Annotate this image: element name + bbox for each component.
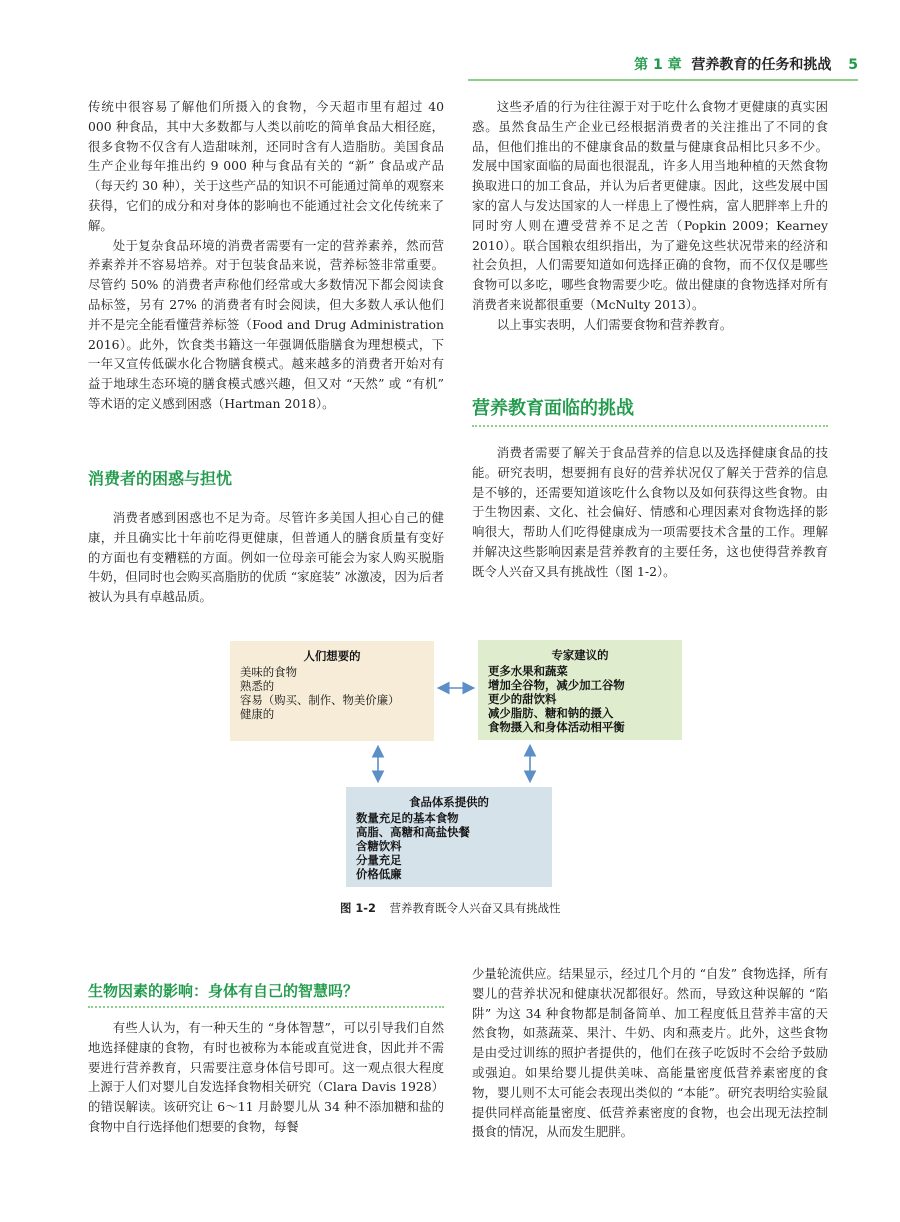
box-item: 数量充足的基本食物 <box>356 811 459 825</box>
box-item: 更多水果和蔬菜 <box>488 664 568 678</box>
box-item: 熟悉的 <box>240 679 275 693</box>
heading-dotted-rule <box>88 1006 444 1008</box>
paragraph-challenges: 消费者需要了解关于食品营养的信息以及选择健康食品的技能。研究表明，想要拥有良好的营养状况仅了解关于营养的信息是不够的，还需要知道该吃什么食物以及如何获得这些食物。由于生物因素、文化、社会偏好、情感和心理因素对食物选择的影响很大，帮助人们吃得健康成为一项需要技术含量的工作。理解并解决这些影响因素是营养教育的主要任务，这也使得营养教育既令人兴奋又具有挑战性（图 1-2）。 <box>472 445 828 579</box>
box-item: 高脂、高糖和高盐快餐 <box>356 825 470 839</box>
paragraph-body-wisdom: 有些人认为，有一种天生的 “身体智慧”，可以引导我们自然地选择健康的食物，有时也被称为本能或直觉进食，因此并不需要进行营养教育，只需要注意身体信号即可。这一观点很大程度上源于人们对婴儿自发选择食物相关研究（Clara Davis 1928）的错误解读。该研究让 6～11 月龄婴儿从 34 种不添加糖和盐的食物中自行选择他们想要的食物，每餐 <box>88 1020 445 1134</box>
right-column-bottom <box>472 964 828 1142</box>
box-item: 分量充足 <box>356 853 402 867</box>
box-item: 食物摄入和身体活动相平衡 <box>488 720 625 734</box>
left-column-bottom <box>88 1018 444 1137</box>
heading-biological-factors: 生物因素的影响：身体有自己的智慧吗？ <box>88 982 359 1000</box>
paragraph-food-diversity: 传统中很容易了解他们所摄入的食物，今天超市里有超过 40 000 种食品，其中大多数都与人类以前吃的简单食品大相径庭，很多食物不仅含有人造甜味剂，还同时含有人造脂肪。美国食品生产企业每年推出约 9 000 种与食品有关的 “新” 食品或产品（每天约 30 种），关于这些产品的知识不可能通过简单的观察来获得，它们的成分和对身体的影响也不能通过社会文化传统来了解。 <box>88 99 444 233</box>
paragraph-conclusion: 以上事实表明，人们需要食物和营养教育。 <box>496 316 733 332</box>
chapter-number: 第 1 章 <box>634 57 682 73</box>
box-title: 食品体系提供的 <box>409 795 489 809</box>
box-item: 美味的食物 <box>240 665 297 679</box>
box-item: 减少脂肪、糖和钠的摄入 <box>488 706 614 720</box>
box-item: 更少的甜饮料 <box>488 692 557 706</box>
figure-number: 图 1-2 <box>340 901 376 915</box>
figure-caption-text: 营养教育既令人兴奋又具有挑战性 <box>389 901 561 915</box>
box-item: 健康的 <box>240 707 275 721</box>
box-title: 专家建议的 <box>551 648 609 662</box>
paragraph-infant-study: 少量轮流供应。结果显示，经过几个月的 “自发” 食物选择，所有婴儿的营养状况和健康状况都很好。然而，导致这种误解的 “陷阱” 为这 34 种食物都是制备简单、加工程度低且营养丰富的天然食物，如蒸蔬菜、果汁、牛奶、肉和燕麦片。此外，这些食物是由受过训练的照护者提供的，他们在孩子吃饭时不会给予鼓励或强迫。如果给婴儿提供美味、高能量密度低营养素密度的食物，婴儿则不太可能会表现出类似的 “本能”。研究表明给实验鼠提供同样高能量密度、低营养素密度的食物，也会出现无法控制摄食的情况，从而发生肥胖。 <box>472 966 828 1140</box>
figure-caption <box>340 900 560 916</box>
box-item: 容易（购买、制作、物美价廉） <box>240 693 400 707</box>
box-item: 增加全谷物，减少加工谷物 <box>488 678 625 692</box>
paragraph-contradictions: 这些矛盾的行为往往源于对于吃什么食物才更健康的真实困惑。虽然食品生产企业已经根据消费者的关注推出了不同的食品，但他们推出的不健康食品的数量与健康食品相比只多不少。发展中国家面临的局面也很混乱，许多人用当地种植的天然食物换取进口的加工食品，并认为后者更健康。因此，这些发展中国家的富人与发达国家的人一样患上了慢性病，富人肥胖率上升的同时穷人则在遭受营养不足之苦（Popkin 2009；Kearney 2010）。联合国粮农组织指出，为了避免这些状况带来的经济和社会负担，人们需要知道如何选择正确的食物，而不仅仅是哪些食物可以多吃，哪些食物需要少吃。做出健康的食物选择对所有消费者来说都很重要（McNulty 2013）。 <box>472 99 828 312</box>
box-item: 价格低廉 <box>356 867 402 881</box>
section-heading-challenges: 营养教育面临的挑战 <box>472 398 634 419</box>
box-item: 含糖饮料 <box>356 839 402 853</box>
heading-consumer-confusion: 消费者的困惑与担忧 <box>88 469 233 488</box>
paragraph-nutrition-literacy: 处于复杂食品环境的消费者需要有一定的营养素养，然而营养素养并不容易培养。对于包装食品来说，营养标签非常重要。尽管约 50% 的消费者声称他们经常或大多数情况下都会阅读食品标签，另有 27% 的消费者有时会阅读，但大多数人承认他们并不是完全能看懂营养标签（Food and Drug Administration 2016）。此外，饮食类书籍这一年强调低脂膳食为理想模式，下一年又宣传低碳水化合物膳食模式。越来越多的消费者开始对有益于地球生态环境的膳食模式感兴趣，但又对 “天然” 或 “有机” 等术语的定义感到困惑（Hartman 2018）。 <box>88 237 444 411</box>
chapter-title: 营养教育的任务和挑战 <box>691 57 832 73</box>
paragraph-confusion: 消费者感到困惑也不足为奇。尽管许多美国人担心自己的健康，并且确实比十年前吃得更健康，但普通人的膳食质量有变好的方面也有变糟糕的方面。例如一位母亲可能会为家人购买脱脂牛奶，但同时也会购买高脂肪的优质 “家庭装” 冰激凌，因为后者被认为具有卓越品质。 <box>88 510 444 605</box>
box-title: 人们想要的 <box>303 649 361 663</box>
page-number: 5 <box>848 57 858 73</box>
